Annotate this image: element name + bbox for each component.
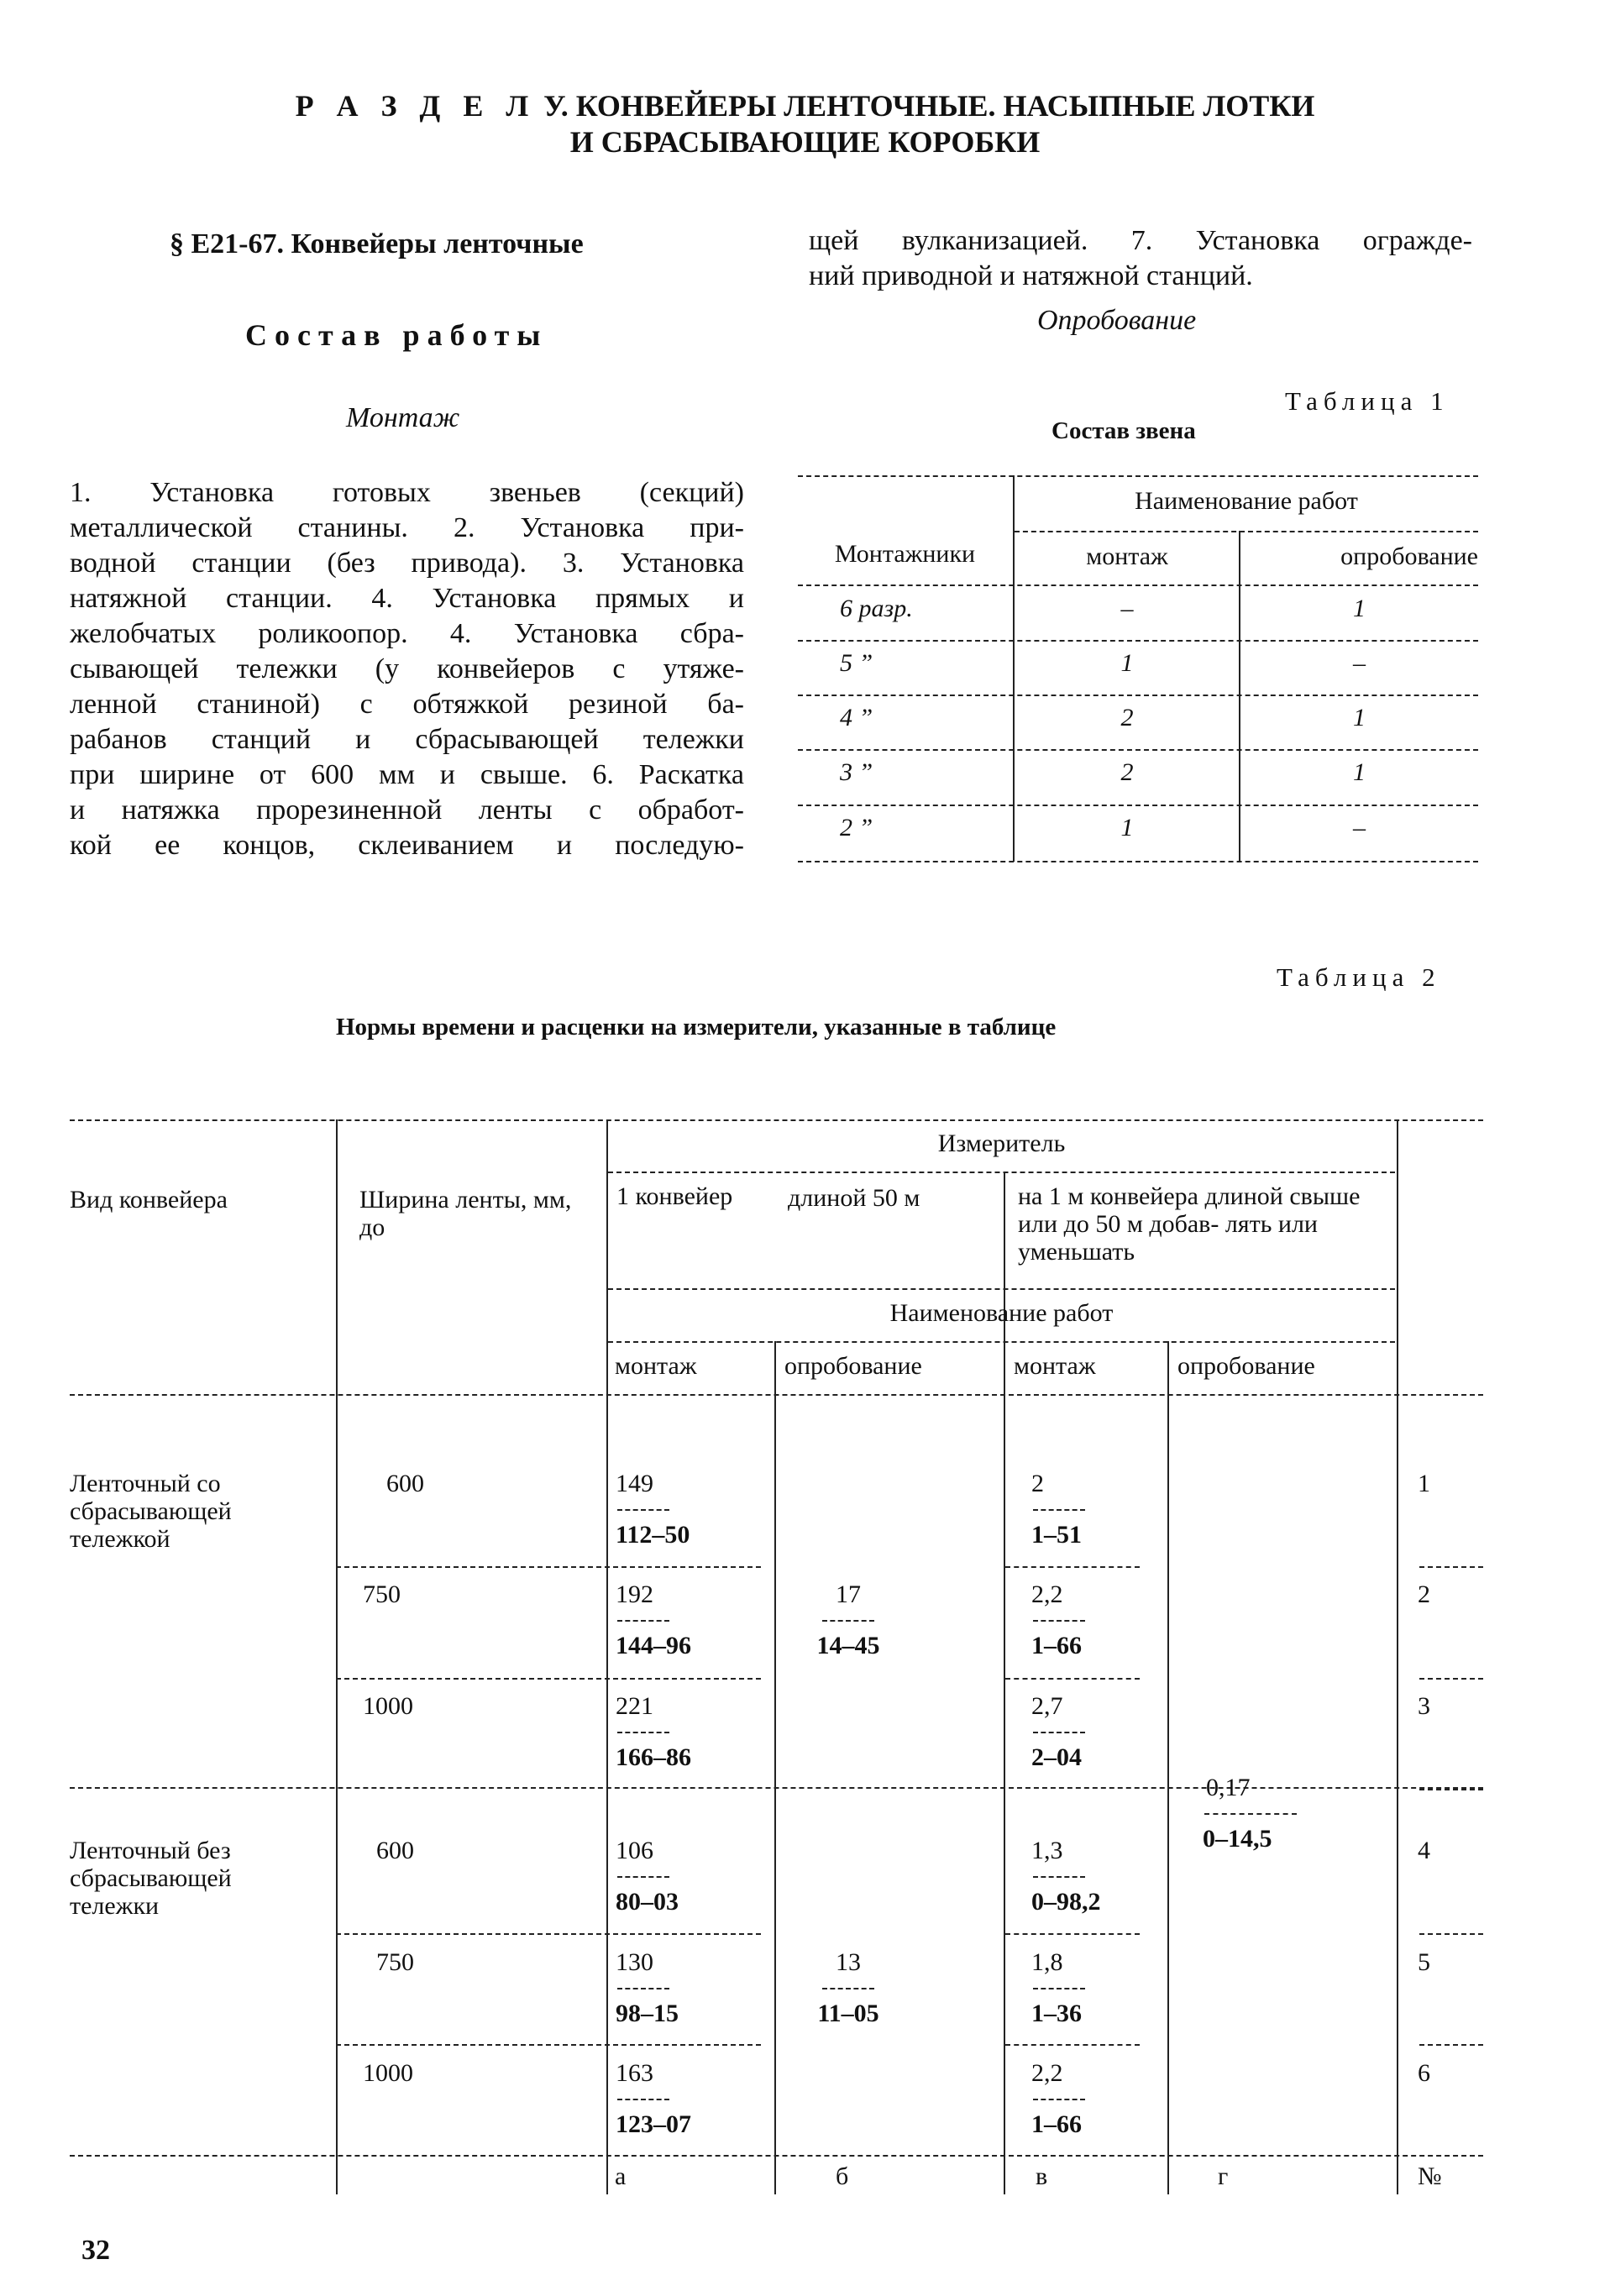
mounting-heading: Монтаж	[346, 402, 460, 433]
table2-header-per-meter: на 1 м конвейера длиной свыше или до 50 м добав- лять или уменьшать	[1018, 1182, 1361, 1266]
table2-cell-b-group2: 13 11–05	[817, 1948, 879, 2027]
table2-header-mount-v: монтаж	[1014, 1352, 1096, 1380]
table2-footer-g: г	[1218, 2162, 1229, 2190]
table2-footer-a: а	[615, 2162, 627, 2190]
table2-group-type: Ленточный без сбрасывающей тележки	[70, 1837, 232, 1920]
table1-header-works: Наименование работ	[1135, 487, 1358, 515]
table2-title: Нормы времени и расценки на измерители, указанные в таблице	[336, 1014, 1057, 1041]
table1-caption: Таблица 1	[1285, 386, 1450, 416]
testing-heading: Опробование	[1037, 305, 1197, 336]
table2-caption: Таблица 2	[1277, 962, 1441, 992]
section-title-line2: И СБРАСЫВАЮЩИЕ КОРОБКИ	[569, 125, 1041, 159]
table2-group-type: Ленточный со сбрасывающей тележкой	[70, 1470, 232, 1553]
mounting-steps-continued: щей вулканизацией. 7. Установка огражде- ний приводной и натяжной станций.	[809, 225, 1472, 291]
paragraph-title: § Е21-67. Конвейеры ленточные	[170, 228, 584, 259]
page-number: 32	[81, 2235, 110, 2266]
table2-header-length: длиной 50 м	[788, 1184, 920, 1212]
table2-header-type: Вид конвейера	[70, 1186, 228, 1214]
table2-header-width: Ширина ленты, мм, до	[359, 1186, 572, 1241]
table2-footer-b: б	[836, 2162, 849, 2190]
table2-footer-no: №	[1418, 2162, 1442, 2190]
table2-header-works: Наименование работ	[889, 1299, 1114, 1327]
table1-title: Состав звена	[1051, 417, 1196, 444]
table1-header-workers: Монтажники	[834, 540, 976, 568]
table2-header-meter: Измеритель	[937, 1130, 1066, 1157]
section-title-line1: Р А З Д Е Л У. КОНВЕЙЕРЫ ЛЕНТОЧНЫЕ. НАСЫПНЫЕ ЛОТКИ	[295, 89, 1315, 123]
table2-cell-g: 0,17 0–14,5	[1203, 1774, 1371, 1853]
table2-header-conveyor: 1 конвейер	[616, 1182, 733, 1210]
table1-header-mount: монтаж	[1086, 543, 1168, 570]
mounting-steps-text: 1. Установка готовых звеньев (секций) металлической станины. 2. Установка при- водной станции (без привода). 3. Установка натяжной станции. 4. Установка прямых и желобчатых роликоопор. 4. Установка сбра- сывающей тележки (у конвейеров с утяже- ленной станиной) с обтяжкой резиной ба- рабанов станций и сбрасывающей тележки при ширине от 600 мм и свыше. 6. Раскатка и натяжка прорезиненной ленты с обработ- кой ее концов, склеиванием и последую-	[70, 477, 744, 861]
table1-header-test: опробование	[1340, 543, 1478, 570]
table2-header-mount-a: монтаж	[615, 1352, 697, 1380]
table2-header-test-b: опробование	[784, 1352, 922, 1380]
composition-heading: Состав работы	[245, 318, 548, 352]
table2-footer-v: в	[1036, 2162, 1048, 2190]
table2-header-test-g: опробование	[1177, 1352, 1315, 1380]
table2-cell-b-group1: 17 14–45	[816, 1580, 880, 1659]
